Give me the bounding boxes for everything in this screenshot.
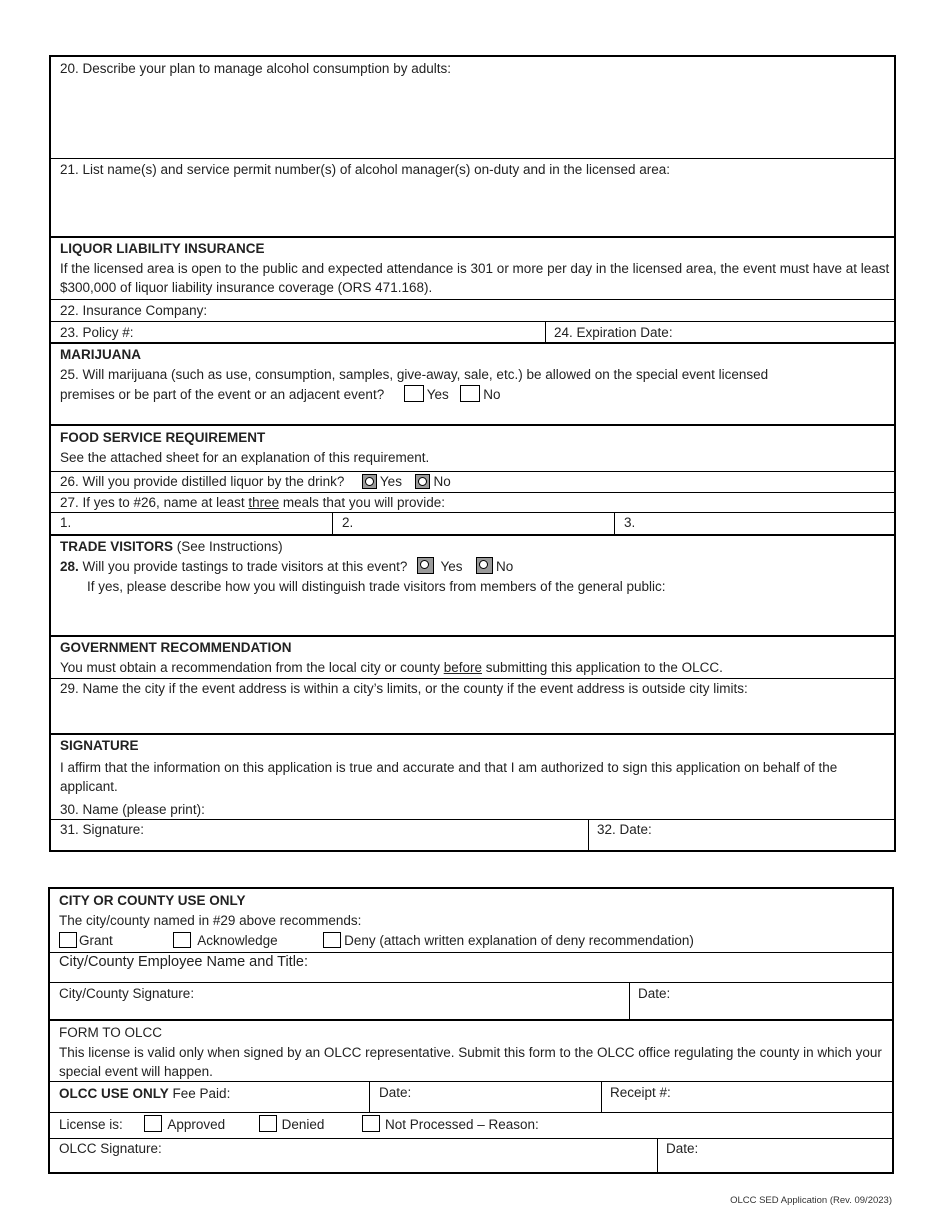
q26-yes-label: Yes [379,474,402,489]
q25-yes-label: Yes [426,387,449,402]
q29-row[interactable] [51,678,894,734]
fee-field[interactable] [50,1082,369,1113]
q21-label: 21. List name(s) and service permit number(s) of alcohol manager(s) on-duty and in the licensed area: [60,162,671,177]
meal-1-field[interactable] [51,513,332,534]
acknowledge-label: Acknowledge [197,933,278,948]
license-row [50,1112,892,1139]
liquor-heading: LIQUOR LIABILITY INSURANCE [60,241,265,256]
trade-heading-line [60,537,283,556]
q28-label: Will you provide tastings to trade visitors at this event? [78,559,408,574]
footer-revision: OLCC SED Application (Rev. 09/2023) [730,1195,892,1206]
acknowledge-checkbox[interactable] [173,932,191,948]
meal-2-label: 2. [342,515,354,530]
fee-line [59,1084,230,1103]
q26-no-label: No [433,474,451,489]
q25-line2 [60,385,501,404]
grant-checkbox[interactable] [59,932,77,948]
marijuana-section [51,342,894,424]
olcc-sig-date-field[interactable] [657,1139,892,1174]
q26-row [51,471,894,492]
gov-section [51,635,894,679]
city-signature-field[interactable] [50,983,629,1020]
license-options [59,1115,539,1134]
denied-label: Denied [281,1117,325,1132]
fee-label: Fee Paid: [168,1086,231,1101]
employee-row[interactable] [50,952,892,983]
city-section [50,889,892,953]
not-processed-label: Not Processed – Reason: [384,1117,539,1132]
olcc-signature-label: OLCC Signature: [59,1141,162,1156]
q23-label: 23. Policy #: [60,325,134,340]
food-heading: FOOD SERVICE REQUIREMENT [60,430,266,445]
trade-heading: TRADE VISITORS [60,539,174,554]
q25-label-line2: premises or be part of the event or an adjacent event? [60,387,385,402]
q23-24-row [51,321,894,343]
signature-field[interactable] [51,820,588,852]
q28-no-radio[interactable] [476,557,493,574]
q22-row[interactable] [51,299,894,321]
city-options [59,931,694,950]
city-date-field[interactable] [629,983,892,1020]
form-to-olcc-section [50,1019,892,1082]
q25-yes-checkbox[interactable] [404,385,424,402]
meal-3-field[interactable] [614,513,894,534]
olcc-signature-row [50,1138,892,1174]
q29-label: 29. Name the city if the event address is within a city’s limits, or the county if the event address is outside city limits: [60,681,748,696]
olcc-signature-field[interactable] [50,1139,657,1174]
liquor-text: If the licensed area is open to the public and expected attendance is 301 or more per day in the licensed area, the event must have at least $300,000 of liquor liability insurance coverage (ORS 471.168). [60,261,890,295]
signature-section [51,733,894,820]
approved-checkbox[interactable] [144,1115,162,1132]
q30-label: 30. Name (please print): [60,802,205,817]
city-heading: CITY OR COUNTY USE ONLY [59,893,246,908]
marijuana-heading: MARIJUANA [60,347,141,362]
q21-row[interactable] [51,158,894,238]
q25-no-checkbox[interactable] [460,385,480,402]
denied-checkbox[interactable] [259,1115,277,1132]
main-form [49,55,896,852]
food-section [51,424,894,472]
q32-label: 32. Date: [597,822,652,837]
sign-date-field[interactable] [588,820,894,852]
q28-no-label: No [496,559,514,574]
q28-yes-radio[interactable] [417,557,434,574]
policy-field[interactable] [51,322,545,343]
olcc-date-field[interactable] [369,1082,601,1113]
form-to-olcc-text: This license is valid only when signed by an OLCC representative. Submit this form to the OLCC office regulating the county in which your special event will happen. [59,1045,882,1079]
q20-label: 20. Describe your plan to manage alcohol consumption by adults: [60,61,451,76]
q28-followup: If yes, please describe how you will distinguish trade visitors from members of the general public: [87,579,666,594]
q25-no-label: No [483,387,501,402]
form-to-olcc-heading: FORM TO OLCC [59,1025,163,1040]
trade-section[interactable] [51,534,894,636]
signature-text: I affirm that the information on this application is true and accurate and that I am authorized to sign this application on behalf of the applicant. [60,760,838,794]
city-text: The city/county named in #29 above recommends: [59,913,362,928]
gov-heading: GOVERNMENT RECOMMENDATION [60,640,292,655]
city-signature-row [50,982,892,1020]
receipt-field[interactable] [601,1082,892,1113]
deny-checkbox[interactable] [323,932,341,948]
grant-label: Grant [79,933,113,948]
liquor-section [51,236,894,299]
olcc-date-label: Date: [379,1085,412,1100]
signature-heading: SIGNATURE [60,738,139,753]
deny-label: Deny (attach written explanation of deny recommendation) [344,933,694,948]
q22-label: 22. Insurance Company: [60,303,208,318]
trade-heading-note: (See Instructions) [173,539,283,554]
q26-label: 26. Will you provide distilled liquor by the drink? [60,474,345,489]
q26-yes-radio[interactable] [362,474,377,489]
gov-text: You must obtain a recommendation from the local city or county before submitting this application to the OLCC. [60,660,723,675]
license-is-label: License is: [59,1117,123,1132]
city-olcc-form [48,887,894,1174]
meal-1-label: 1. [60,515,72,530]
food-text: See the attached sheet for an explanation of this requirement. [60,450,430,465]
not-processed-checkbox[interactable] [362,1115,380,1132]
olcc-use-only: OLCC USE ONLY [59,1086,169,1101]
q28-number: 28. [60,559,79,574]
employee-label: City/County Employee Name and Title: [59,954,309,970]
q31-label: 31. Signature: [60,822,145,837]
meals-row [51,512,894,534]
expiration-field[interactable] [545,322,894,343]
q24-label: 24. Expiration Date: [554,325,673,340]
q27-label: 27. If yes to #26, name at least three meals that you will provide: [60,495,445,510]
q20-row[interactable] [51,57,894,159]
meal-3-label: 3. [624,515,636,530]
q27-row [51,492,894,513]
q26-no-radio[interactable] [415,474,430,489]
q31-32-row [51,819,894,852]
receipt-label: Receipt #: [610,1085,671,1100]
city-date-label: Date: [638,986,671,1001]
q28-yes-label: Yes [440,559,463,574]
meal-2-field[interactable] [332,513,614,534]
q25-label-line1: 25. Will marijuana (such as use, consumption, samples, give-away, sale, etc.) be allowed on the special event licensed [60,367,769,382]
olcc-use-row [50,1081,892,1113]
olcc-sig-date-label: Date: [666,1141,699,1156]
city-signature-label: City/County Signature: [59,986,195,1001]
approved-label: Approved [167,1117,226,1132]
q28-line [60,557,513,576]
